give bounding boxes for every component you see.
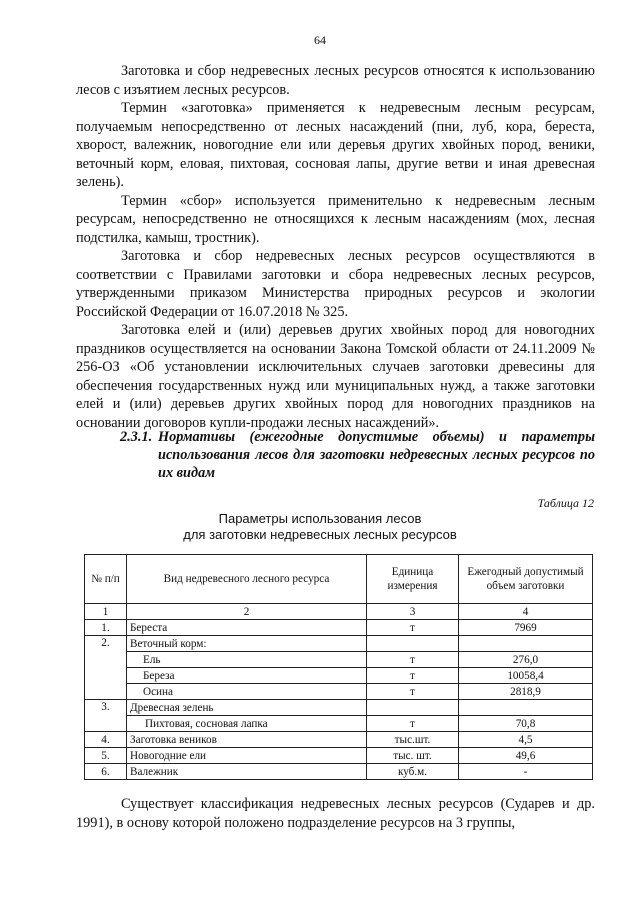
row-unit: т xyxy=(367,668,459,684)
row-num: 1. xyxy=(85,620,127,636)
table-row xyxy=(85,668,593,684)
row-unit: т xyxy=(367,716,459,732)
row-name: Заготовка веников xyxy=(127,732,367,748)
section-title: Нормативы (ежегодные допустимые объемы) и параметры использования лесов для заготовки недревесных лесных ресурсов по их видам xyxy=(158,429,595,481)
row-value: 70,8 xyxy=(459,716,593,732)
row-num: 2. xyxy=(85,636,127,700)
row-value xyxy=(459,636,593,652)
table-label: Таблица 12 xyxy=(537,496,594,510)
row-unit xyxy=(367,700,459,716)
row-name: Древесная зелень xyxy=(127,700,367,716)
row-value: 7969 xyxy=(459,620,593,636)
column-number: 3 xyxy=(367,604,459,620)
table-column-numbers-row xyxy=(85,604,593,620)
paragraph: Заготовка и сбор недревесных лесных ресурсов относятся к использованию лесов с изъятием лесных ресурсов. xyxy=(76,63,595,98)
row-num: 6. xyxy=(85,764,127,780)
row-name: Осина xyxy=(127,684,367,700)
row-value: 49,6 xyxy=(459,748,593,764)
header-volume: Ежегодный допустимый объем заготовки xyxy=(459,555,593,604)
row-name: Ель xyxy=(127,652,367,668)
row-unit: тыс. шт. xyxy=(367,748,459,764)
row-value xyxy=(459,700,593,716)
body-text xyxy=(76,62,595,432)
table-row xyxy=(85,652,593,668)
column-number: 1 xyxy=(85,604,127,620)
paragraph: Заготовка и сбор недревесных лесных ресурсов осуществляются в соответствии с Правилами заготовки и сбора недревесных лесных ресурсов, утвержденными приказом Министерства природных ресурсов и экологии Российской Федерации от 16.07.2018 № 325. xyxy=(76,248,595,320)
parameters-table xyxy=(84,554,593,780)
row-num: 3. xyxy=(85,700,127,732)
page-number: 64 xyxy=(314,33,326,47)
row-num: 5. xyxy=(85,748,127,764)
paragraph: Термин «заготовка» применяется к недревесным лесным ресурсам, получаемым непосредственно от лесных насаждений (пни, луб, кора, береста, хворост, валежник, новогодние ели или деревья других хвойных пород, веники, веточный корм, еловая, пихтовая, сосновая лапы, другие ветви и иная древесная зелень). xyxy=(76,100,595,190)
row-name: Береста xyxy=(127,620,367,636)
paragraph: Термин «сбор» используется применительно к недревесным лесным ресурсам, непосредственно не относящихся к лесным насаждениям (мох, лесная подстилка, камыш, тростник). xyxy=(76,192,595,246)
row-name: Новогодние ели xyxy=(127,748,367,764)
row-value: 4,5 xyxy=(459,732,593,748)
table-row xyxy=(85,748,593,764)
row-value: 276,0 xyxy=(459,652,593,668)
table-row xyxy=(85,700,593,716)
column-number: 4 xyxy=(459,604,593,620)
paragraph: Существует классификация недревесных лесных ресурсов (Сударев и др. 1991), в основу которой положено подразделение ресурсов на 3 группы, xyxy=(76,796,595,831)
table-row xyxy=(85,684,593,700)
section-number: 2.3.1. xyxy=(120,429,153,445)
row-name: Валежник xyxy=(127,764,367,780)
table-title-line: для заготовки недревесных лесных ресурсов xyxy=(183,527,457,542)
paragraph: Заготовка елей и (или) деревьев других хвойных пород для новогодних праздников осуществляется на основании Закона Томской области от 24.11.2009 № 256-ОЗ «Об установлении исключительных случаев заготовки древесины для обеспечения государственных нужд или муниципальных нужд, а также заготовки елей и (или) деревьев других хвойных пород для новогодних праздников на основании договоров купли-продажи лесных насаждений». xyxy=(76,322,595,431)
row-unit: тыс.шт. xyxy=(367,732,459,748)
table-row xyxy=(85,764,593,780)
section-heading xyxy=(120,428,595,482)
table-row xyxy=(85,620,593,636)
row-name: Веточный корм: xyxy=(127,636,367,652)
row-unit: т xyxy=(367,620,459,636)
table-title-line: Параметры использования лесов xyxy=(218,511,422,526)
row-value: 10058,4 xyxy=(459,668,593,684)
row-name: Береза xyxy=(127,668,367,684)
row-value: 2818,9 xyxy=(459,684,593,700)
header-num: № п/п xyxy=(85,555,127,604)
table-header-row xyxy=(85,555,593,604)
header-type: Вид недревесного лесного ресурса xyxy=(127,555,367,604)
header-unit: Единица измерения xyxy=(367,555,459,604)
row-unit xyxy=(367,636,459,652)
row-unit: т xyxy=(367,684,459,700)
row-unit: т xyxy=(367,652,459,668)
row-name: Пихтовая, сосновая лапка xyxy=(127,716,367,732)
table-row xyxy=(85,732,593,748)
row-num: 4. xyxy=(85,732,127,748)
row-value: - xyxy=(459,764,593,780)
column-number: 2 xyxy=(127,604,367,620)
closing-text xyxy=(76,795,595,832)
table-row xyxy=(85,636,593,652)
table-title xyxy=(0,511,640,543)
row-unit: куб.м. xyxy=(367,764,459,780)
table-row xyxy=(85,716,593,732)
